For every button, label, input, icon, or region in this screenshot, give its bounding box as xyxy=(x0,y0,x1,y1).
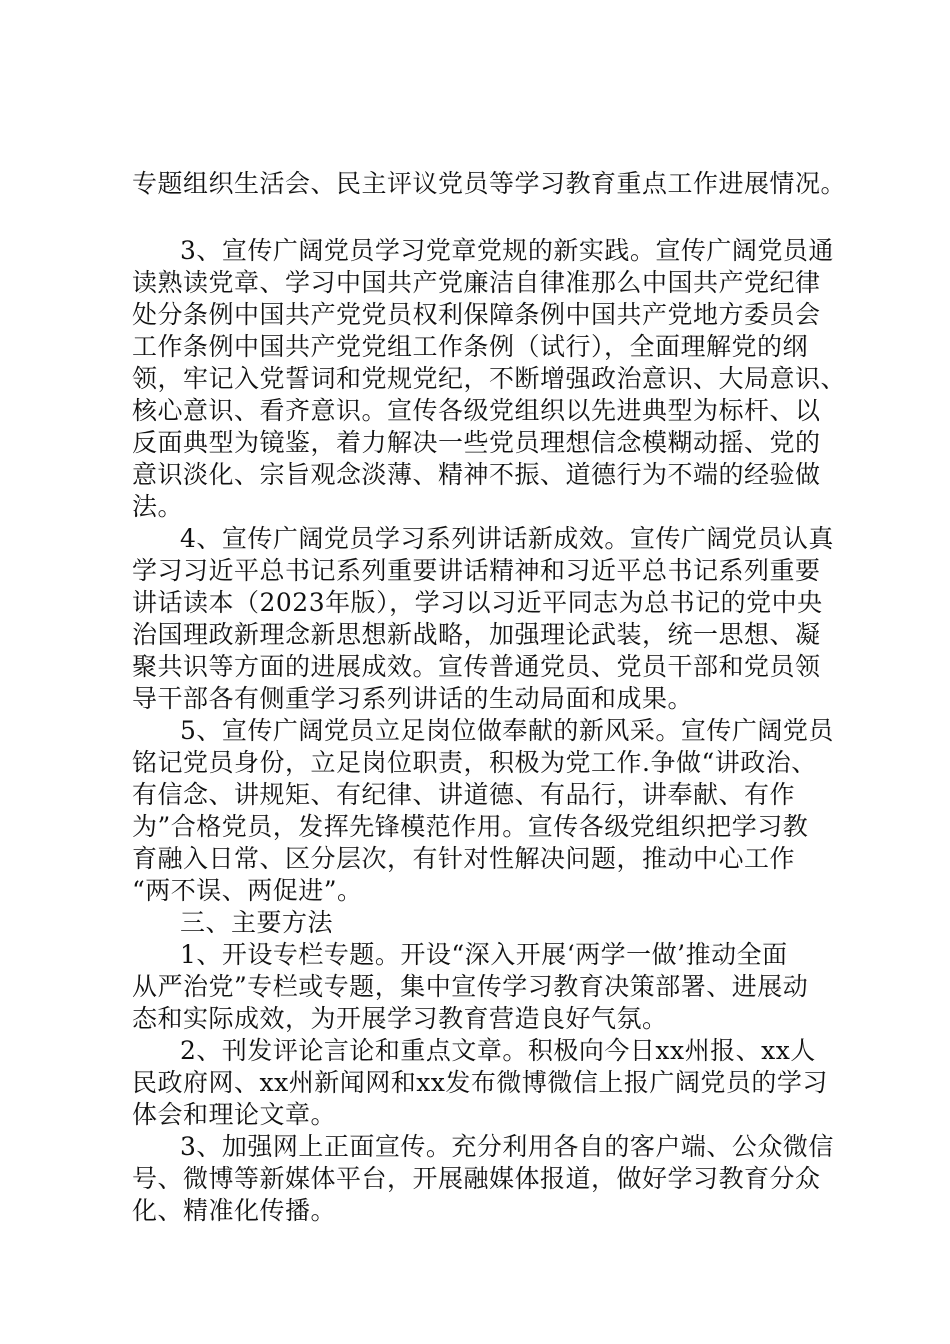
paragraph-4-start: 4、宣传广阔党员学习系列讲话新成效。宣传广阔党员认真 xyxy=(180,524,834,553)
text-line: 处分条例中国共产党党员权利保障条例中国共产党地方委员会 xyxy=(132,300,821,329)
method-3-start: 3、加强网上正面宣传。充分利用各自的客户端、公众微信 xyxy=(180,1132,834,1161)
paragraph-5-start: 5、宣传广阔党员立足岗位做奉献的新风采。宣传广阔党员 xyxy=(180,716,834,745)
text-line: 核心意识、看齐意识。宣传各级党组织以先进典型为标杆、以 xyxy=(132,396,821,425)
text-line: 号、微博等新媒体平台，开展融媒体报道，做好学习教育分众 xyxy=(132,1164,821,1193)
text-line: 聚共识等方面的进展成效。宣传普通党员、党员干部和党员领 xyxy=(132,652,821,681)
text-line: 法。 xyxy=(132,492,184,521)
text-line: 意识淡化、宗旨观念淡薄、精神不振、道德行为不端的经验做 xyxy=(132,460,821,489)
section-heading: 三、主要方法 xyxy=(180,908,334,937)
text-line: 民政府网、xx州新闻网和xx发布微博微信上报广阔党员的学习 xyxy=(132,1068,828,1097)
text-line: 学习习近平总书记系列重要讲话精神和习近平总书记系列重要 xyxy=(132,556,821,585)
text-line: 反面典型为镜鉴，着力解决一些党员理想信念模糊动摇、党的 xyxy=(132,428,821,457)
text-line: 导干部各有侧重学习系列讲话的生动局面和成果。 xyxy=(132,684,694,713)
text-line: 工作条例中国共产党党组工作条例（试行），全面理解党的纲 xyxy=(132,332,809,361)
text-line: 专题组织生活会、民主评议党员等学习教育重点工作进展情况。 xyxy=(132,169,847,198)
text-line: 领，牢记入党誓词和党规党纪，不断增强政治意识、大局意识、 xyxy=(132,364,847,393)
text-line: 为”合格党员，发挥先锋模范作用。宣传各级党组织把学习教 xyxy=(132,812,809,841)
method-2-start: 2、刊发评论言论和重点文章。积极向今日xx州报、xx人 xyxy=(180,1036,816,1065)
method-1-start: 1、开设专栏专题。开设“深入开展‘两学一做’推动全面 xyxy=(180,940,788,969)
text-line: 铭记党员身份，立足岗位职责，积极为党工作.争做“讲政治、 xyxy=(132,748,817,777)
paragraph-3-start: 3、宣传广阔党员学习党章党规的新实践。宣传广阔党员通 xyxy=(180,236,834,265)
text-line: 从严治党”专栏或专题，集中宣传学习教育决策部署、进展动 xyxy=(132,972,809,1001)
text-line: 态和实际成效，为开展学习教育营造良好气氛。 xyxy=(132,1004,668,1033)
text-line: 体会和理论文章。 xyxy=(132,1100,337,1129)
text-line: 治国理政新理念新思想新战略，加强理论武装，统一思想、凝 xyxy=(132,620,821,649)
text-line: 有信念、讲规矩、有纪律、讲道德、有品行，讲奉献、有作 xyxy=(132,780,796,809)
text-line: 读熟读党章、学习中国共产党廉洁自律准那么中国共产党纪律 xyxy=(132,268,821,297)
text-line: 讲话读本（2023年版），学习以习近平同志为总书记的党中央 xyxy=(132,588,823,617)
text-line: 育融入日常、区分层次，有针对性解决问题，推动中心工作 xyxy=(132,844,796,873)
document-body xyxy=(132,168,847,1227)
text-line: “两不误、两促进”。 xyxy=(132,876,363,905)
text-line: 化、精准化传播。 xyxy=(132,1196,337,1225)
